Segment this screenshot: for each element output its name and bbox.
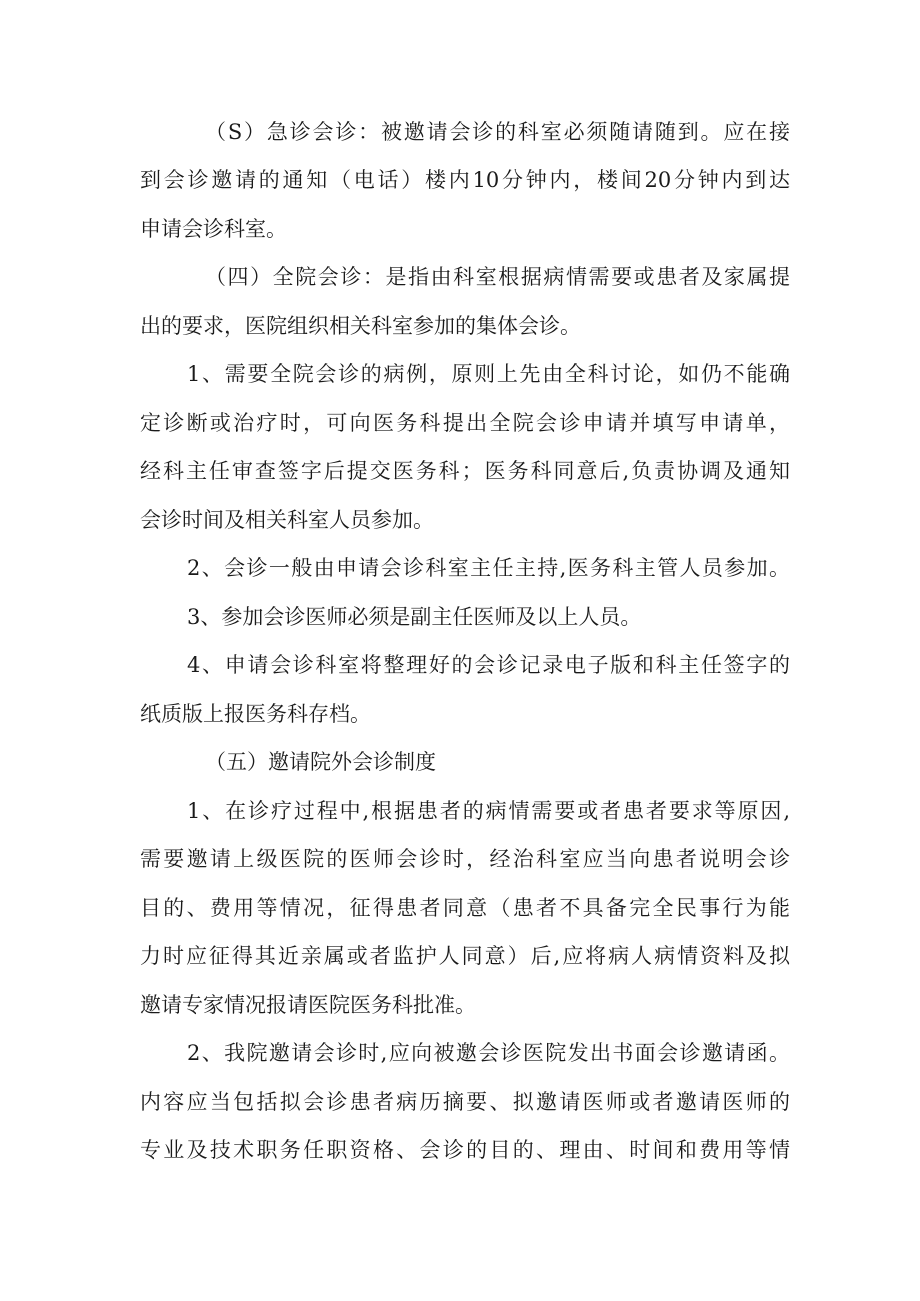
external-item-1-line-3: 目的、费用等情况，征得患者同意（患者不具备完全民事行为能 xyxy=(140,896,790,920)
section-heading-hospital-wide-consultation: （四）全院会诊：是指由科室根据病情需要或患者及家属提 xyxy=(205,265,790,289)
list-item-4-line-1: 4、申请会诊科室将整理好的会诊记录电子版和科主任签字的 xyxy=(187,653,790,677)
external-item-1-line-1: 1、在诊疗过程中,根据患者的病情需要或者患者要求等原因, xyxy=(187,799,790,823)
list-item-2: 2、会诊一般由申请会诊科室主任主持,医务科主管人员参加。 xyxy=(187,556,790,580)
list-item-1-line-4: 会诊时间及相关科室人员参加。 xyxy=(140,508,434,532)
list-item-1-line-2: 定诊断或治疗时，可向医务科提出全院会诊申请并填写申请单， xyxy=(140,411,790,435)
list-item-1-line-1: 1、需要全院会诊的病例，原则上先由全科讨论，如仍不能确 xyxy=(187,362,790,386)
external-item-1-line-4: 力时应征得其近亲属或者监护人同意）后,应将病人病情资料及拟 xyxy=(140,944,790,968)
section-heading-external-consultation: （五）邀请院外会诊制度 xyxy=(205,750,436,774)
text-line-emergency-consultation: （S）急诊会诊：被邀请会诊的科室必须随请随到。应在接 xyxy=(205,120,790,144)
external-item-2-line-3: 专业及技术职务任职资格、会诊的目的、理由、时间和费用等情 xyxy=(140,1138,790,1162)
external-item-1-line-2: 需要邀请上级医院的医师会诊时，经治科室应当向患者说明会诊 xyxy=(140,847,790,871)
text-line-emergency-consultation-end: 申请会诊科室。 xyxy=(140,217,287,241)
list-item-4-line-2: 纸质版上报医务科存档。 xyxy=(140,702,371,726)
text-line-hospital-wide-consultation-end: 出的要求，医院组织相关科室参加的集体会诊。 xyxy=(140,314,581,338)
external-item-2-line-1: 2、我院邀请会诊时,应向被邀会诊医院发出书面会诊邀请函。 xyxy=(187,1041,790,1065)
text-line-emergency-consultation-cont: 到会诊邀请的通知（电话）楼内10分钟内，楼间20分钟内到达 xyxy=(140,168,790,192)
external-item-2-line-2: 内容应当包括拟会诊患者病历摘要、拟邀请医师或者邀请医师的 xyxy=(140,1090,790,1114)
list-item-1-line-3: 经科主任审查签字后提交医务科；医务科同意后,负责协调及通知 xyxy=(140,459,790,483)
external-item-1-line-5: 邀请专家情况报请医院医务科批准。 xyxy=(140,993,476,1017)
list-item-3: 3、参加会诊医师必须是副主任医师及以上人员。 xyxy=(187,605,642,629)
